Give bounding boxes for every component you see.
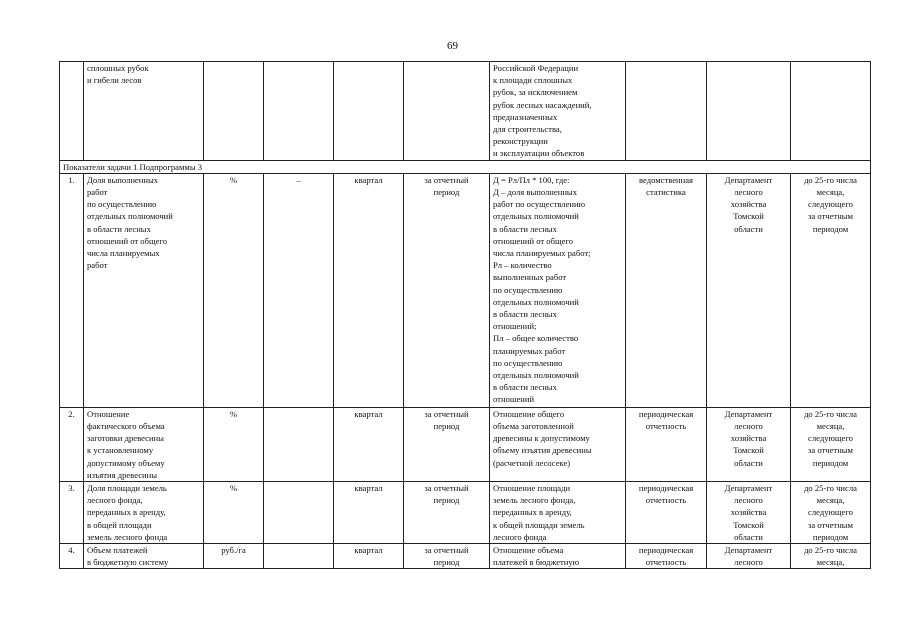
- section-row: [60, 160, 871, 173]
- cell-period: за отчетный период: [404, 173, 490, 407]
- cell-source: периодическая отчетность: [626, 482, 707, 544]
- cell-dash: [264, 544, 334, 569]
- cell-deadline: до 25-го числа месяца, следующего за отчетным периодом: [791, 482, 871, 544]
- cell-responsible: Департамент лесного хозяйства Томской области: [707, 482, 791, 544]
- cell-frequency: квартал: [334, 544, 404, 569]
- cell-frequency: квартал: [334, 482, 404, 544]
- cell-formula: Д = Рл/Пл * 100, где: Д – доля выполненных работ по осуществлению отдельных полномочий в области лесных отношений от общего числа планируемых работ; Рл – количество выполненных работ по осуществлению отдельных полномочий в области лесных отношений; Пл – общее количество планируемых работ по осуществлению отдельных полномочий в области лесных отношений: [490, 173, 626, 407]
- table-row: [60, 544, 871, 569]
- table-row: [60, 407, 871, 481]
- cell-deadline: до 25-го числа месяца, следующего за отчетным периодом: [791, 173, 871, 407]
- cell-deadline: [791, 62, 871, 161]
- cell-period: за отчетный период: [404, 544, 490, 569]
- cell-period: [404, 62, 490, 161]
- table-row-continuation: [60, 62, 871, 161]
- cell-dash: –: [264, 173, 334, 407]
- cell-source: [626, 62, 707, 161]
- cell-indicator-name: Объем платежей в бюджетную систему: [84, 544, 204, 569]
- cell-unit: %: [204, 173, 264, 407]
- cell-formula: Отношение общего объема заготовленной древесины к допустимому объему изъятия древесины (расчетной лесосеке): [490, 407, 626, 481]
- cell-responsible: Департамент лесного хозяйства Томской области: [707, 407, 791, 481]
- cell-num: 3.: [60, 482, 84, 544]
- cell-indicator-name: Доля выполненных работ по осуществлению отдельных полномочий в области лесных отношений от общего числа планируемых работ: [84, 173, 204, 407]
- cell-dash: [264, 482, 334, 544]
- cell-formula: Отношение площади земель лесного фонда, переданных в аренду, к общей площади земель лесного фонда: [490, 482, 626, 544]
- cell-source: периодическая отчетность: [626, 407, 707, 481]
- cell-formula: Российской Федерации к площади сплошных рубок, за исключением рубок лесных насаждений, предназначенных для строительства, реконструкции и эксплуатации объектов: [490, 62, 626, 161]
- cell-indicator-name: Отношение фактического объема заготовки древесины к установленному допустимому объему изъятия древесины: [84, 407, 204, 481]
- cell-formula: Отношение объема платежей в бюджетную: [490, 544, 626, 569]
- cell-period: за отчетный период: [404, 407, 490, 481]
- section-title: Показатели задачи 1 Подпрограммы 3: [60, 160, 871, 173]
- cell-dash: [264, 62, 334, 161]
- cell-source: периодическая отчетность: [626, 544, 707, 569]
- cell-responsible: [707, 62, 791, 161]
- page-number: 69: [447, 40, 458, 52]
- cell-frequency: квартал: [334, 173, 404, 407]
- cell-dash: [264, 407, 334, 481]
- cell-deadline: до 25-го числа месяца, следующего за отчетным периодом: [791, 407, 871, 481]
- cell-indicator-name: сплошных рубок и гибели лесов: [84, 62, 204, 161]
- cell-frequency: квартал: [334, 407, 404, 481]
- table-row: [60, 482, 871, 544]
- indicators-table: [59, 61, 871, 569]
- cell-indicator-name: Доля площади земель лесного фонда, переданных в аренду, в общей площади земель лесного фонда: [84, 482, 204, 544]
- cell-num: 2.: [60, 407, 84, 481]
- cell-unit: руб./га: [204, 544, 264, 569]
- cell-responsible: Департамент лесного: [707, 544, 791, 569]
- cell-deadline: до 25-го числа месяца,: [791, 544, 871, 569]
- cell-unit: %: [204, 407, 264, 481]
- cell-unit: [204, 62, 264, 161]
- cell-unit: %: [204, 482, 264, 544]
- cell-num: [60, 62, 84, 161]
- cell-period: за отчетный период: [404, 482, 490, 544]
- cell-num: 1.: [60, 173, 84, 407]
- cell-frequency: [334, 62, 404, 161]
- cell-responsible: Департамент лесного хозяйства Томской области: [707, 173, 791, 407]
- cell-source: ведомственная статистика: [626, 173, 707, 407]
- cell-num: 4.: [60, 544, 84, 569]
- table-row: [60, 173, 871, 407]
